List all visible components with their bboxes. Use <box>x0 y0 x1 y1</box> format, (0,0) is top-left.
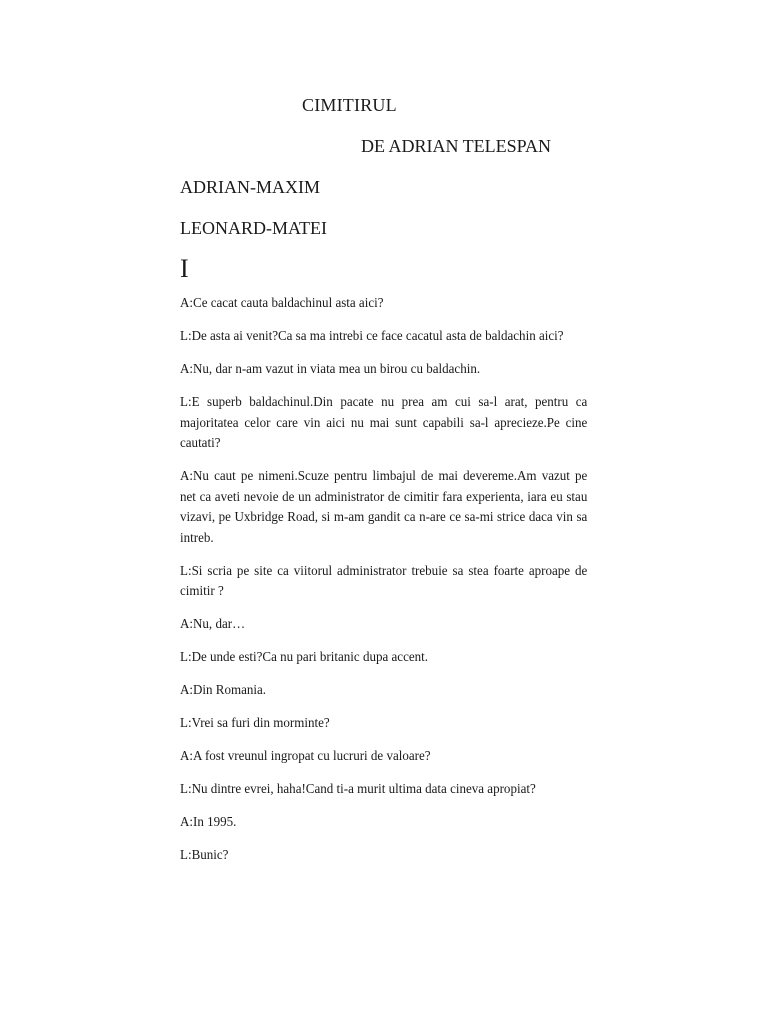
act-number: I <box>180 254 189 283</box>
dialogue-line: L:Bunic? <box>180 848 229 863</box>
dialogue-line: L:Si scria pe site ca viitorul administrator trebuie sa stea foarte aproape de cimitir ? <box>180 563 588 599</box>
dialogue-line: L:De unde esti?Ca nu pari britanic dupa accent. <box>180 650 429 665</box>
author-line: DE ADRIAN TELESPAN <box>361 136 552 156</box>
character-name: LEONARD-MATEI <box>180 218 327 238</box>
dialogue-line: L:De asta ai venit?Ca sa ma intrebi ce face cacatul asta de baldachin aici? <box>180 329 564 344</box>
dialogue-line: A:A fost vreunul ingropat cu lucruri de valoare? <box>180 749 431 764</box>
dialogue-line: A:Ce cacat cauta baldachinul asta aici? <box>180 296 384 311</box>
dialogue-line: L:E superb baldachinul.Din pacate nu prea am cui sa-l arat, pentru ca majoritatea celor care vin aici nu mai sunt capabili sa-l aprecieze.Pe cine cautati? <box>180 395 588 451</box>
dialogue <box>180 294 587 879</box>
character-name: ADRIAN-MAXIM <box>180 177 320 197</box>
dialogue-line: A:Din Romania. <box>180 683 267 698</box>
dialogue-line: L:Nu dintre evrei, haha!Cand ti-a murit ultima data cineva apropiat? <box>180 782 536 797</box>
document-title: CIMITIRUL <box>302 95 397 115</box>
dialogue-line: A:In 1995. <box>180 815 237 830</box>
dialogue-line: A:Nu, dar… <box>180 617 246 632</box>
dialogue-line: L:Vrei sa furi din morminte? <box>180 716 330 731</box>
dialogue-line: A:Nu caut pe nimeni.Scuze pentru limbajul de mai devereme.Am vazut pe net ca aveti nevoie de un administrator de cimitir fara experienta, iara eu stau vizavi, pe Uxbridge Road, si m-am gandit ca n-are ce sa-mi strice daca vin sa intreb. <box>180 469 588 546</box>
dialogue-line: A:Nu, dar n-am vazut in viata mea un birou cu baldachin. <box>180 362 481 377</box>
